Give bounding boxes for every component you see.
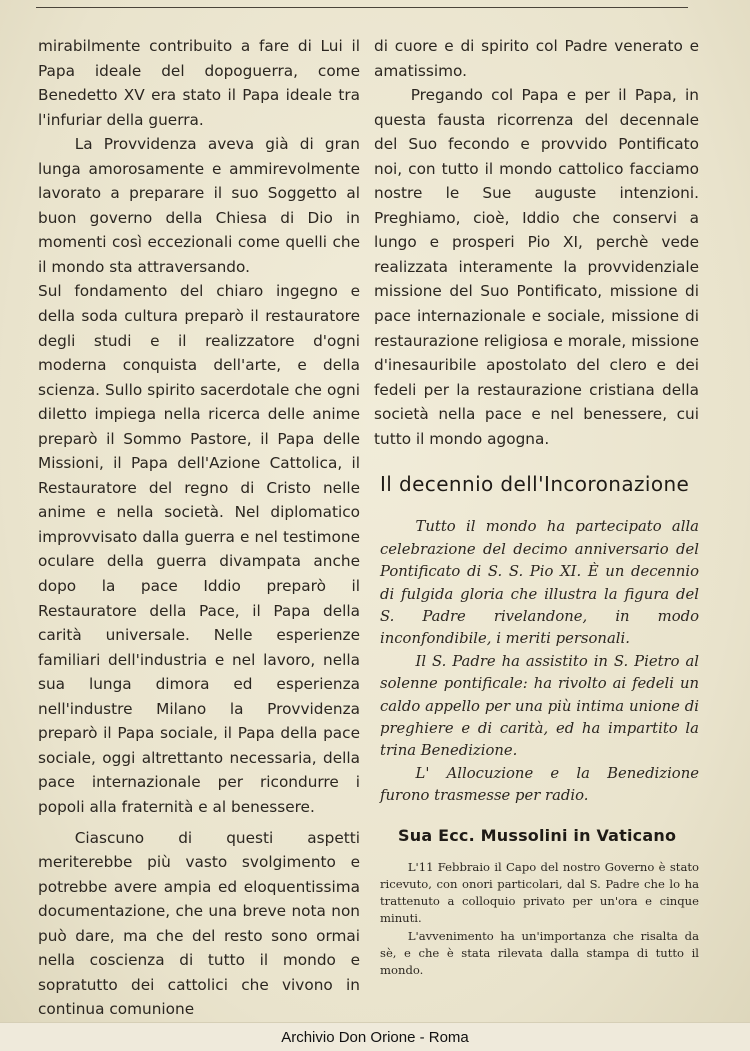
left-column <box>38 34 360 1022</box>
mussolini-paragraph-1: L'11 Febbraio il Capo del nostro Governo è stato ricevuto, con onori particolari, dal S. Padre che lo ha trattenuto a colloquio privato per un'ora e cinque minuti. <box>380 859 699 926</box>
decennio-paragraph-3: L' Allocuzione e la Benedizione furono trasmesse per radio. <box>380 764 699 805</box>
archive-footer <box>0 1022 750 1051</box>
section-heading-mussolini: Sua Ecc. Mussolini in Vaticano <box>398 825 677 845</box>
left-paragraph-2: La Provvidenza aveva già di gran lunga amorosamente e ammirevolmente lavorato a preparare il suo Soggetto al buon governo della Chiesa di Dio in momenti così eccezionali come quelli che il mondo sta attraversando. <box>38 135 360 276</box>
mussolini-paragraph-2: L'avvenimento ha un'importanza che risalta da sè, e che è stata rilevata dalla stampa di tutto il mondo. <box>380 928 699 978</box>
top-rule <box>36 7 688 8</box>
decennio-paragraph-1: Tutto il mondo ha partecipato alla celebrazione del decimo anniversario del Pontificato di S. S. Pio XI. È un decennio di fulgida gloria che illustra la figura del S. Padre rivelandone, in modo inconfondibile, i meriti personali. <box>380 518 699 648</box>
right-paragraph-1: di cuore e di spirito col Padre venerato e amatissimo. <box>374 37 699 80</box>
section-heading-decennio: Il decennio dell'Incoronazione <box>380 472 690 497</box>
left-paragraph-1: mirabilmente contribuito a fare di Lui il Papa ideale del dopoguerra, come Benedetto XV era stato il Papa ideale tra l'infuriar della guerra. <box>38 37 360 129</box>
decennio-paragraph-2: Il S. Padre ha assistito in S. Pietro al solenne pontificale: ha rivolto ai fedeli un caldo appello per una più intima unione di preghiere e di carità, ed ha impartito la trina Benedizione. <box>380 652 699 760</box>
left-paragraph-3: Sul fondamento del chiaro ingegno e della soda cultura preparò il restauratore degli studi e il realizzatore d'ogni moderna conquista dell'arte, e della scienza. Sullo spirito sacerdotale che ogni diletto impiega nella ricerca delle anime preparò il Sommo Pastore, il Papa delle Missioni, il Papa dell'Azione Cattolica, il Restauratore del regno di Cristo nelle anime e nella società. Nel diplomatico improvvisato dalla guerra e nel testimone oculare della guerra divampata anche dopo la pace Iddio preparò il Restauratore della Pace, il Papa della carità universale. Nelle esperienze familiari dell'industria e nel lavoro, nella sua lunga dimora ed esperienza nell'industre Milano la Provvidenza preparò il Papa sociale, il Papa della pace sociale, oggi altrettanto necessaria, della pace internazionale per ricondurre i popoli alla fraternità e al benessere. <box>38 282 360 816</box>
right-paragraph-2: Pregando col Papa e per il Papa, in questa fausta ricorrenza del decennale del Suo fecondo e provvido Pontificato noi, con tutto il mondo cattolico facciamo nostre le Sue auguste intenzioni. Preghiamo, cioè, Iddio che conservi a lungo e prosperi Pio XI, perchè vede realizzata interamente la provvidenziale missione del Suo Pontificato, missione di pace internazionale e sociale, missione di restaurazione religiosa e morale, missione d'inesauribile apostolato del clero e dei fedeli per la restaurazione cristiana della società nella pace e nel benessere, cui tutto il mondo agogna. <box>374 86 699 448</box>
left-paragraph-4: Ciascuno di questi aspetti meriterebbe più vasto svolgimento e potrebbe avere ampia ed eloquentissima documentazione, che una breve nota non può dare, ma che del resto sono ormai nella coscienza di tutto il mondo e sopratutto dei cattolici che vivono in continua comunione <box>38 828 360 1019</box>
archive-footer-text: Archivio Don Orione - Roma <box>281 1029 469 1046</box>
right-column <box>374 34 699 980</box>
